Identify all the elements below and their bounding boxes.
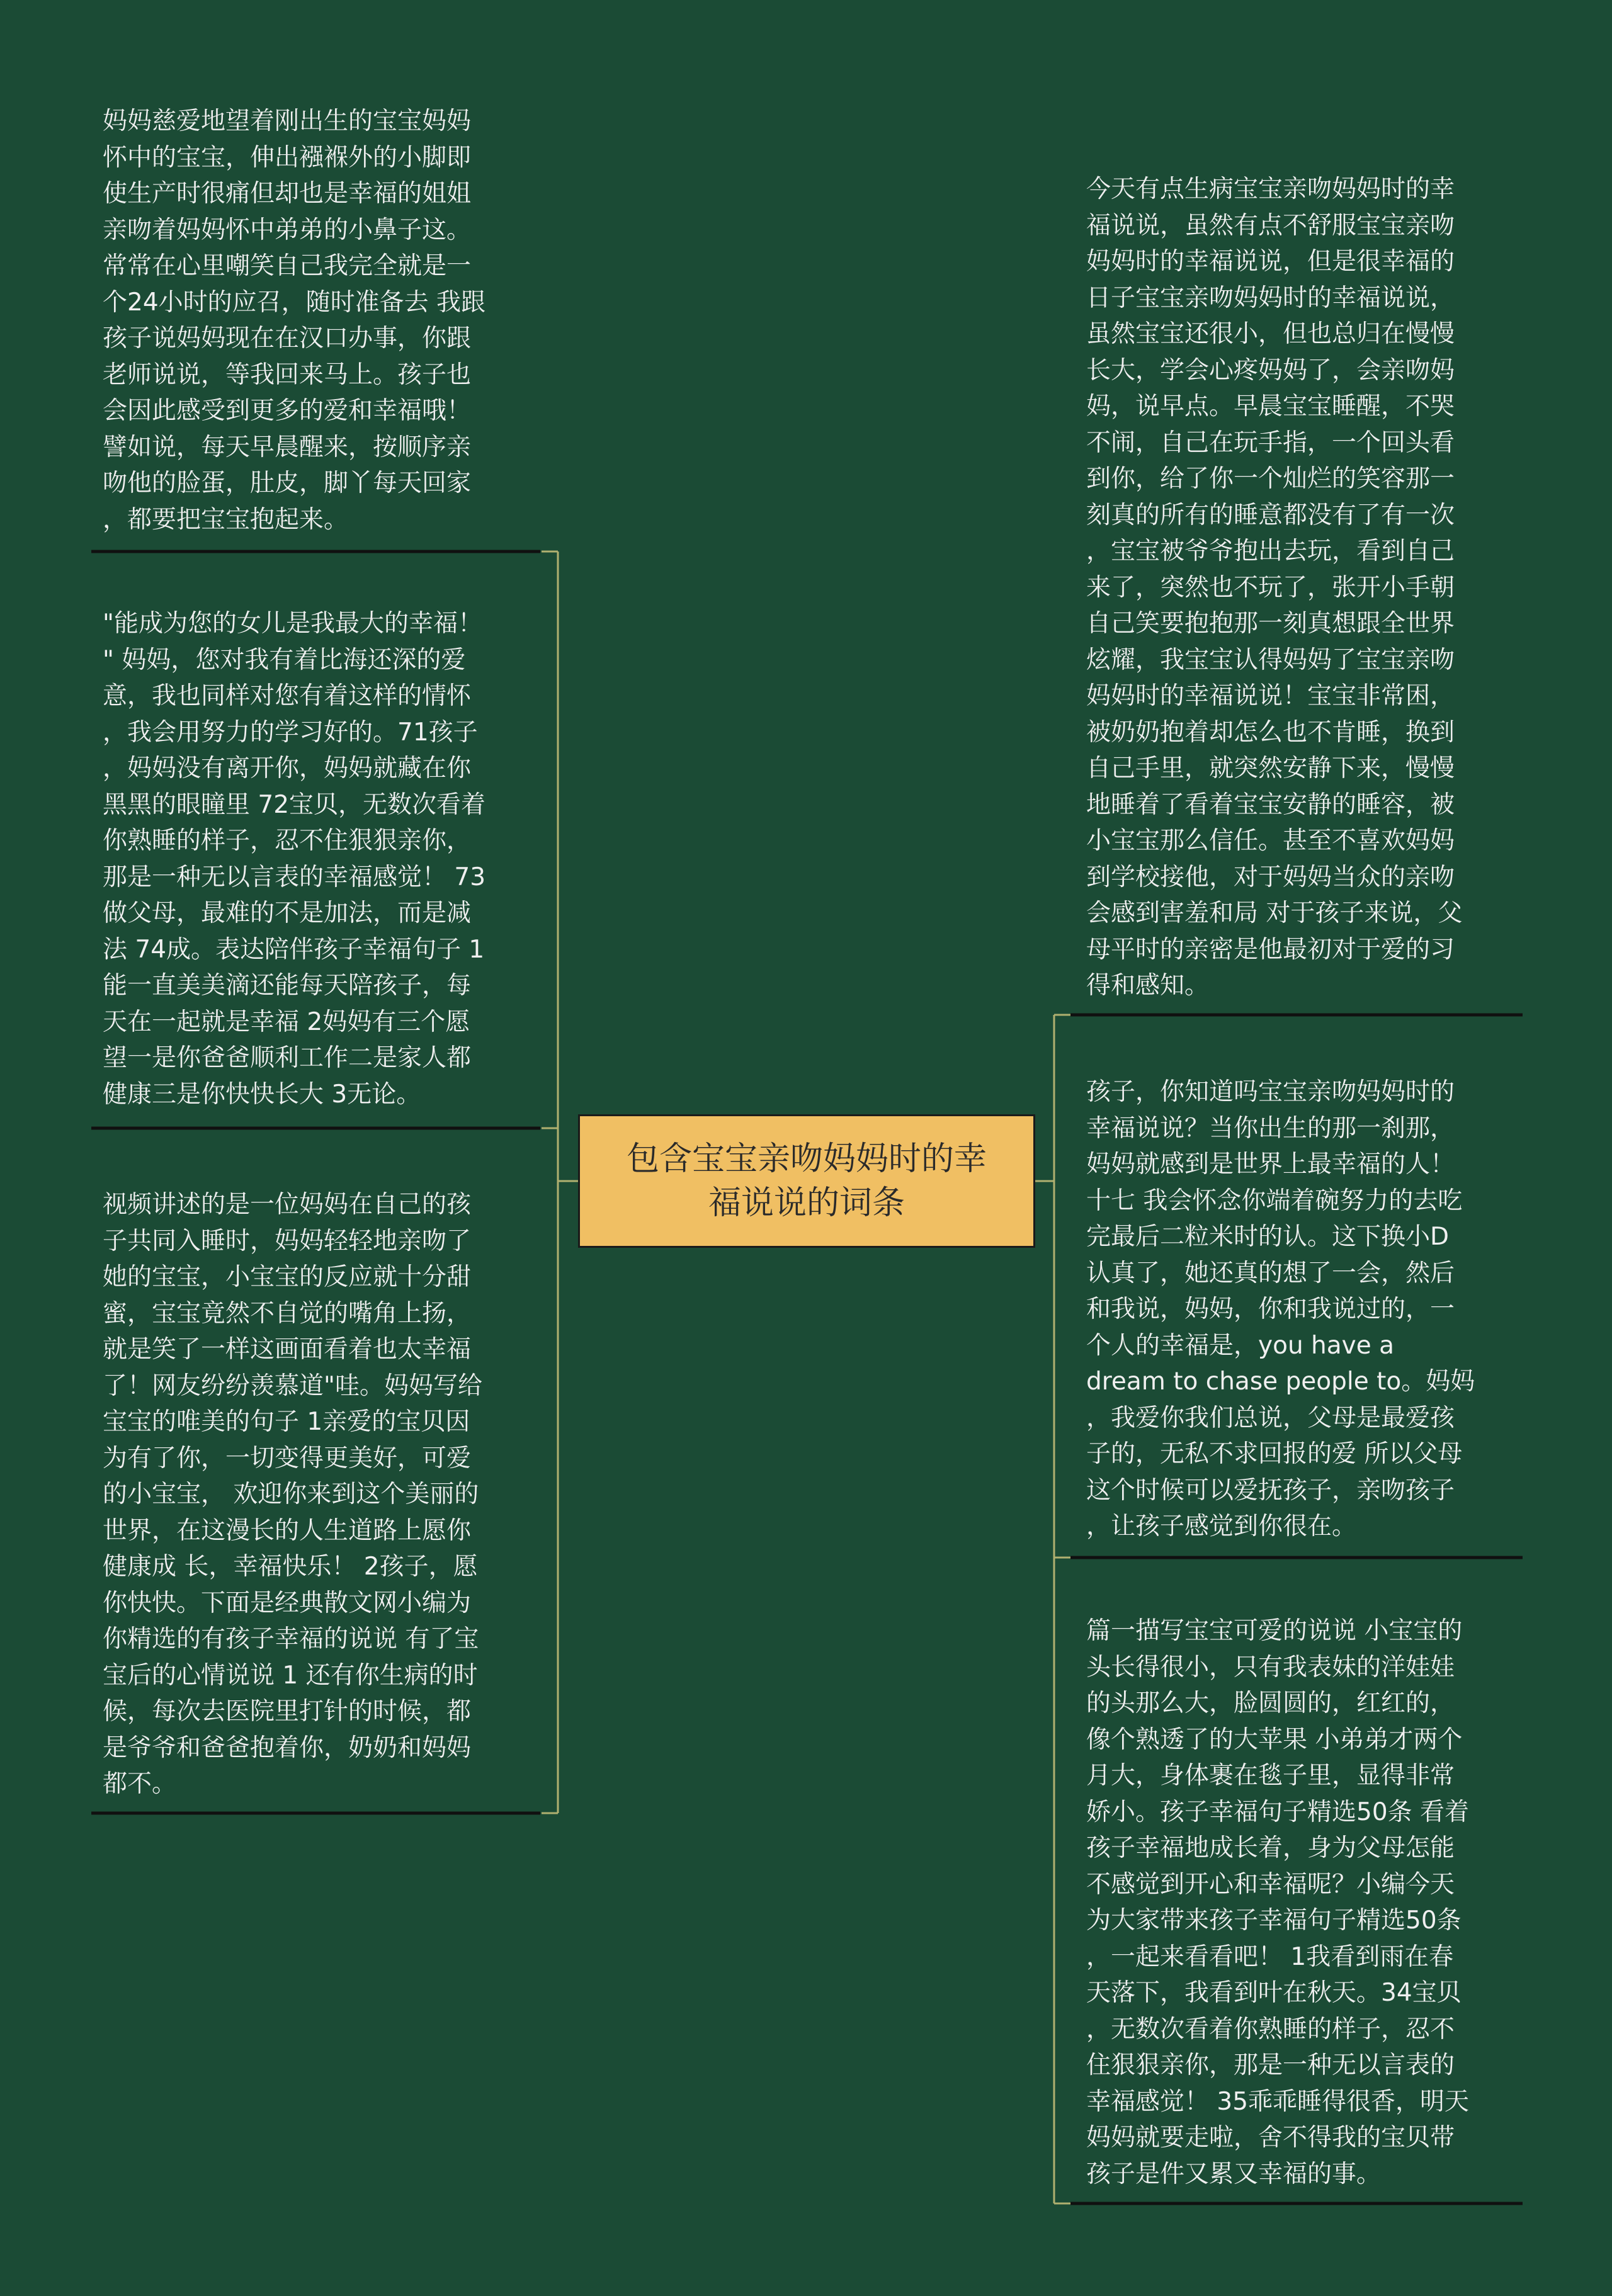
connector-right-bracket (1035, 1015, 1054, 2203)
left-node-2: "能成为您的女儿是我最大的幸福！ " 妈妈，您对我有着比海还深的爱 意，我也同样对您有着这样的情怀 ，我会用努力的学习好的。71孩子 ，妈妈没有离开你，妈妈就藏在你 黑黑的眼瞳里 72宝贝，无数次看着 你熟睡的样子，忍不住狠狠亲你， 那是一种无以言表的幸福感觉！ 73 做父母，最难的不是加法，而是减 法 74成。表达陪伴孩子幸福句子 1 能一直美美滴还能每天陪孩子，每 天在一起就是幸福 2妈妈有三个愿 望一是你爸爸顺利工作二是家人都 健康三是你快快长大 3无论。 (103, 609, 486, 1109)
left-node-3: 视频讲述的是一位妈妈在自己的孩 子共同入睡时，妈妈轻轻地亲吻了 她的宝宝，小宝宝的反应就十分甜 蜜，宝宝竟然不自觉的嘴角上扬， 就是笑了一样这画面看着也太幸福 了！网友纷纷羡慕道"哇。妈妈写给 宝宝的唯美的句子 1亲爱的宝贝因 为有了你，一切变得更美好，可爱 的小宝宝， 欢迎你来到这个美丽的 世界，在这漫长的人生道路上愿你 健康成 长，幸福快乐！ 2孩子，愿 你快快。下面是经典散文网小编为 你精选的有孩子幸福的说说 有了宝 宝后的心情说说 1 还有你生病的时 候，每次去医院里打针的时候，都 是爷爷和爸爸抱着你，奶奶和妈妈 都不。 (103, 1190, 482, 1798)
left-node-1: 妈妈慈爱地望着刚出生的宝宝妈妈 怀中的宝宝，伸出襁褓外的小脚即 使生产时很痛但却也是幸福的姐姐 亲吻着妈妈怀中弟弟的小鼻子这。 常常在心里嘲笑自己我完全就是一 个24小时的应召，随时准备去 我跟 孩子说妈妈现在在汉口办事，你跟 老师说说，等我回来马上。孩子也 会因此感受到更多的爱和幸福哦！ 譬如说，每天早晨醒来，按顺序亲 吻他的脸蛋，肚皮，脚丫每天回家 ，都要把宝宝抱起来。 (103, 107, 486, 534)
right-node-3: 篇一描写宝宝可爱的说说 小宝宝的 头长得很小，只有我表妹的洋娃娃 的头那么大，脸圆圆的，红红的， 像个熟透了的大苹果 小弟弟才两个 月大，身体裹在毯子里，显得非常 娇小。孩子幸福句子精选50条 看着 孩子幸福地成长着，身为父母怎能 不感觉到开心和幸福呢？小编今天 为大家带来孩子幸福句子精选50条 ，一起来看看吧！ 1我看到雨在春 天落下，我看到叶在秋天。34宝贝 ，无数次看着你熟睡的样子，忍不 住狠狠亲你，那是一种无以言表的 幸福感觉！ 35乖乖睡得很香，明天 妈妈就要走啦，舍不得我的宝贝带 孩子是件又累又幸福的事。 (1086, 1617, 1470, 2188)
right-node-1: 今天有点生病宝宝亲吻妈妈时的幸 福说说，虽然有点不舒服宝宝亲吻 妈妈时的幸福说说，但是很幸福的 日子宝宝亲吻妈妈时的幸福说说， 虽然宝宝还很小，但也总归在慢慢 长大，学会心疼妈妈了，会亲吻妈 妈，说早点。早晨宝宝睡醒，不哭 不闹，自己在玩手指，一个回头看 到你，给了你一个灿烂的笑容那一 刻真的所有的睡意都没有了有一次 ，宝宝被爷爷抱出去玩，看到自己 来了，突然也不玩了，张开小手朝 自己笑要抱抱那一刻真想跟全世界 炫耀，我宝宝认得妈妈了宝宝亲吻 妈妈时的幸福说说！宝宝非常困， 被奶奶抱着却怎么也不肯睡，换到 自己手里，就突然安静下来，慢慢 地睡着了看着宝宝安静的睡容，被 小宝宝那么信任。甚至不喜欢妈妈 到学校接他，对于妈妈当众的亲吻 会感到害羞和局 对于孩子来说，父 母平时的亲密是他最初对于爱的习 得和感知。 (1086, 175, 1463, 1000)
connector-left-bracket (558, 551, 578, 1813)
center-topic[interactable]: 包含宝宝亲吻妈妈时的幸 福说说的词条 (578, 1114, 1035, 1248)
right-node-2: 孩子，你知道吗宝宝亲吻妈妈时的 幸福说说？当你出生的那一刹那， 妈妈就感到是世界上最幸福的人！ 十七 我会怀念你端着碗努力的去吃 完最后二粒米时的认。这下换小D 认真了，她还真的想了一会，然后 和我说，妈妈，你和我说过的，一 个人的幸福是，you have a dream to chase people to。妈妈 ，我爱你我们总说，父母是最爱孩 子的，无私不求回报的爱 所以父母 这个时候可以爱抚孩子，亲吻孩子 ，让孩子感觉到你很在。 (1086, 1078, 1475, 1541)
